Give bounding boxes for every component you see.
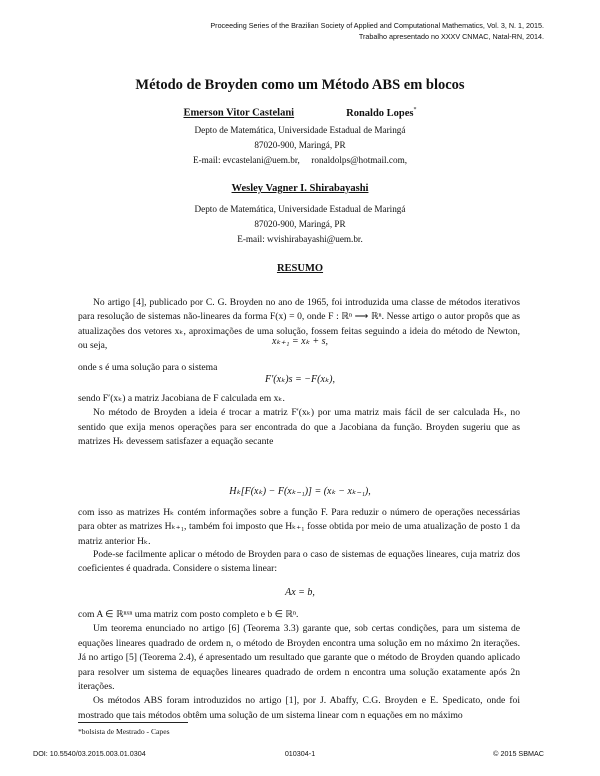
paper-title: Método de Broyden como um Método ABS em blocos bbox=[135, 77, 465, 93]
equation-secant: Hₖ[F(xₖ) − F(xₖ₋₁)] = (xₖ − xₖ₋₁), bbox=[229, 486, 371, 497]
header-line-2: Trabalho apresentado no XXXV CNMAC, Natal-RN, 2014. bbox=[358, 32, 544, 41]
paragraph-6-abs: Os métodos ABS foram introduzidos no artigo [1], por J. Abaffy, C.G. Broyden e E. Spedicato, onde foi mostrado que tais métodos obtêm uma solução de um sistema linear com n equações em no máximo bbox=[78, 695, 520, 721]
author-3: Wesley Vagner I. Shirabayashi bbox=[231, 183, 369, 194]
header-line-1: Proceeding Series of the Brazilian Society of Applied and Computational Mathematics, Vol. 3, N. 1, 2015. bbox=[210, 21, 544, 30]
affiliation-1-address: 87020-900, Maringá, PR bbox=[254, 140, 346, 150]
paragraph-1: No artigo [4], publicado por C. G. Broyden no ano de 1965, foi introduzida uma classe de métodos iterativos para resolução de sistemas não-lineares da forma F(x) = 0, onde F : ℝⁿ ⟶ ℝⁿ. Nesse artigo o autor propôs que as atualizações dos vetores xₖ, aproximações de uma solução, fossem feitas seguindo a ideia do método de Newton, ou seja, bbox=[78, 297, 520, 352]
footnote: *bolsista de Mestrado - Capes bbox=[78, 727, 170, 736]
paragraph-6-lead: com A ∈ ℝⁿˣⁿ uma matriz com posto completo e b ∈ ℝⁿ. bbox=[78, 609, 299, 620]
section-heading: RESUMO bbox=[276, 263, 324, 274]
author-1: Emerson Vitor Castelani bbox=[183, 107, 295, 119]
footnote-rule bbox=[78, 722, 188, 723]
footer-copyright: © 2015 SBMAC bbox=[493, 749, 544, 758]
equation-newton-update: xₖ₊₁ = xₖ + s, bbox=[271, 336, 329, 347]
paragraph-3-body: No método de Broyden a ideia é trocar a matriz F′(xₖ) por uma matriz mais fácil de ser calculada Hₖ, no sentido que exija menos operações para ser encontrada do que a Jacobiana da função. Broyden sugeriu que as matrizes Hₖ devessem satisfazer a equação secante bbox=[78, 407, 520, 448]
paragraph-3-lead: sendo F′(xₖ) a matriz Jacobiana de F calculada em xₖ. bbox=[78, 393, 285, 404]
equation-newton-system: F′(xₖ)s = −F(xₖ), bbox=[264, 374, 335, 385]
affiliation-2-dept: Depto de Matemática, Universidade Estadual de Maringá bbox=[194, 204, 406, 214]
paragraph-5: Pode-se facilmente aplicar o método de Broyden para o caso de sistemas de equações lineares, cuja matriz dos coeficientes é quadrada. Considere o sistema linear: bbox=[78, 549, 520, 575]
footer-doi: DOI: 10.5540/03.2015.003.01.0304 bbox=[33, 749, 146, 758]
equation-linear-system: Ax = b, bbox=[285, 587, 315, 598]
paragraph-6 bbox=[78, 608, 520, 723]
affiliation-1-dept: Depto de Matemática, Universidade Estadual de Maringá bbox=[194, 125, 406, 135]
paragraph-3 bbox=[78, 392, 520, 450]
paragraph-4: com isso as matrizes Hₖ contém informações sobre a função F. Para reduzir o número de operações necessárias para obter as matrizes Hₖ₊₁, também foi imposto que Hₖ₊₁ fosse obtida por meio de uma atualização de posto 1 da matriz anterior Hₖ. bbox=[78, 507, 520, 547]
footer-page-number: 010304-1 bbox=[284, 749, 316, 758]
author-2-footnote-mark: * bbox=[413, 107, 417, 113]
affiliation-2-address: 87020-900, Maringá, PR bbox=[254, 219, 346, 229]
affiliation-2 bbox=[0, 202, 600, 247]
affiliation-1-email: E-mail: evcastelani@uem.br, ronaldolps@hotmail.com, bbox=[192, 155, 408, 165]
paragraph-2: onde s é uma solução para o sistema bbox=[78, 362, 218, 373]
running-header bbox=[44, 20, 544, 42]
authors-line bbox=[0, 107, 600, 119]
paragraph-6-theorem: Um teorema enunciado no artigo [6] (Teorema 3.3) garante que, sob certas condições, para um sistema de equações lineares quadrado de ordem n, o método de Broyden encontra uma solução em no máximo 2n iterações. Já no artigo [5] (Teorema 2.4), é apresentado um resultado que garante que o método de Broyden quando aplicado para resolver um sistema de equações lineares quadrado de ordem n encontra uma solução exatamente após 2n iterações. bbox=[78, 623, 520, 693]
affiliation-2-email: E-mail: wvishirabayashi@uem.br. bbox=[237, 234, 363, 244]
affiliation-1 bbox=[0, 123, 600, 168]
author-2: Ronaldo Lopes bbox=[346, 107, 414, 119]
